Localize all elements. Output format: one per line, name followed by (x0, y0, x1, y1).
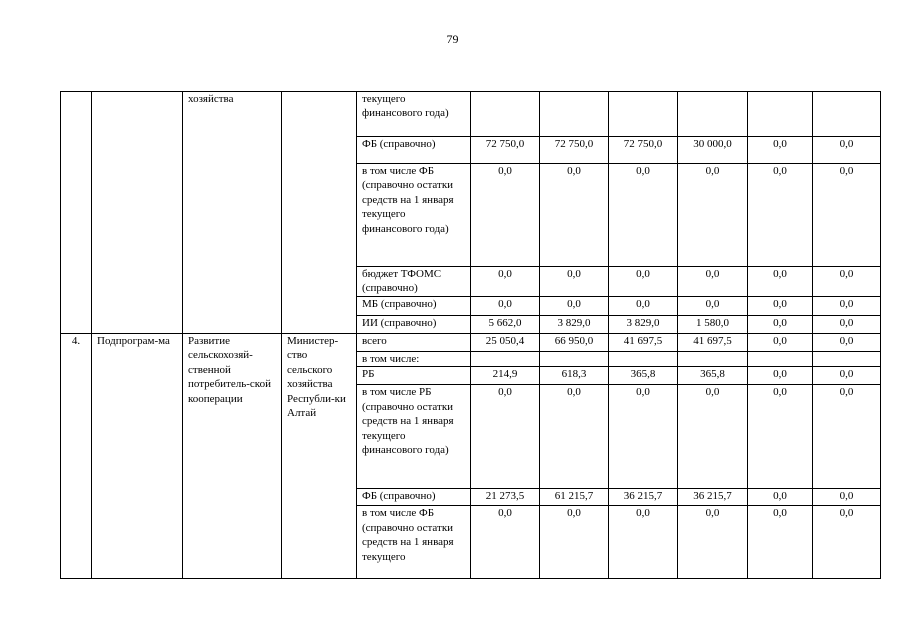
value-cell: 0,0 (609, 506, 678, 579)
value-cell: 0,0 (748, 367, 813, 385)
value-cell: 0,0 (813, 267, 881, 297)
source-cell: бюджет ТФОМС (справочно) (357, 267, 471, 297)
value-cell: 0,0 (748, 506, 813, 579)
value-cell: 0,0 (678, 385, 748, 489)
value-cell: 41 697,5 (609, 334, 678, 352)
value-cell: 3 829,0 (609, 316, 678, 334)
value-cell: 72 750,0 (540, 137, 609, 164)
value-cell (471, 92, 540, 137)
value-cell: 0,0 (813, 316, 881, 334)
source-cell: МБ (справочно) (357, 297, 471, 316)
value-cell: 0,0 (813, 297, 881, 316)
value-cell: 0,0 (748, 137, 813, 164)
source-cell: ФБ (справочно) (357, 489, 471, 506)
type-cell: Подпрограм-ма (92, 334, 183, 579)
value-cell: 0,0 (471, 267, 540, 297)
value-cell: 0,0 (748, 297, 813, 316)
value-cell: 0,0 (471, 385, 540, 489)
source-cell: в том числе ФБ (справочно остатки средств на 1 января текущего (357, 506, 471, 579)
value-cell (748, 92, 813, 137)
value-cell: 0,0 (748, 267, 813, 297)
source-cell: ФБ (справочно) (357, 137, 471, 164)
value-cell: 0,0 (748, 164, 813, 267)
value-cell: 0,0 (678, 267, 748, 297)
executor-cell (282, 92, 357, 334)
value-cell (678, 92, 748, 137)
value-cell: 0,0 (678, 164, 748, 267)
value-cell: 365,8 (609, 367, 678, 385)
value-cell: 0,0 (609, 385, 678, 489)
value-cell: 21 273,5 (471, 489, 540, 506)
source-cell: ИИ (справочно) (357, 316, 471, 334)
value-cell: 0,0 (748, 334, 813, 352)
value-cell: 365,8 (678, 367, 748, 385)
value-cell: 0,0 (471, 297, 540, 316)
value-cell: 0,0 (540, 267, 609, 297)
value-cell: 66 950,0 (540, 334, 609, 352)
table-body (61, 92, 881, 579)
executor-cell: Министер-ство сельского хозяйства Республи-ки Алтай (282, 334, 357, 579)
value-cell (471, 352, 540, 367)
budget-table (60, 91, 881, 579)
number-cell (61, 92, 92, 334)
value-cell: 1 580,0 (678, 316, 748, 334)
value-cell: 61 215,7 (540, 489, 609, 506)
value-cell: 0,0 (540, 164, 609, 267)
value-cell: 0,0 (540, 385, 609, 489)
name-cell: Развитие сельскохозяй-ственной потребитель-ской кооперации (183, 334, 282, 579)
value-cell: 0,0 (540, 506, 609, 579)
value-cell: 30 000,0 (678, 137, 748, 164)
type-cell (92, 92, 183, 334)
value-cell: 72 750,0 (609, 137, 678, 164)
value-cell: 0,0 (813, 385, 881, 489)
value-cell: 36 215,7 (678, 489, 748, 506)
source-cell: РБ (357, 367, 471, 385)
value-cell (609, 352, 678, 367)
page-number: 79 (446, 32, 459, 46)
value-cell: 41 697,5 (678, 334, 748, 352)
value-cell: 36 215,7 (609, 489, 678, 506)
value-cell: 3 829,0 (540, 316, 609, 334)
value-cell: 0,0 (813, 334, 881, 352)
value-cell: 0,0 (813, 367, 881, 385)
value-cell: 0,0 (609, 267, 678, 297)
name-cell: хозяйства (183, 92, 282, 334)
value-cell: 25 050,4 (471, 334, 540, 352)
value-cell: 0,0 (748, 489, 813, 506)
value-cell (609, 92, 678, 137)
value-cell: 618,3 (540, 367, 609, 385)
source-cell: всего (357, 334, 471, 352)
value-cell: 0,0 (609, 297, 678, 316)
source-cell: в том числе: (357, 352, 471, 367)
value-cell: 0,0 (813, 164, 881, 267)
value-cell: 0,0 (813, 489, 881, 506)
value-cell (540, 92, 609, 137)
table-row (61, 334, 881, 352)
value-cell (540, 352, 609, 367)
value-cell: 0,0 (748, 316, 813, 334)
table-row (61, 92, 881, 137)
value-cell: 0,0 (813, 137, 881, 164)
value-cell: 5 662,0 (471, 316, 540, 334)
value-cell: 0,0 (471, 164, 540, 267)
number-cell: 4. (61, 334, 92, 579)
value-cell: 72 750,0 (471, 137, 540, 164)
value-cell: 0,0 (748, 385, 813, 489)
source-cell: в том числе ФБ (справочно остатки средств на 1 января текущего финансового года) (357, 164, 471, 267)
source-cell: текущего финансового года) (357, 92, 471, 137)
value-cell (813, 92, 881, 137)
value-cell: 0,0 (609, 164, 678, 267)
value-cell: 0,0 (471, 506, 540, 579)
source-cell: в том числе РБ (справочно остатки средств на 1 января текущего финансового года) (357, 385, 471, 489)
value-cell: 0,0 (678, 506, 748, 579)
value-cell (748, 352, 813, 367)
value-cell (813, 352, 881, 367)
value-cell (678, 352, 748, 367)
value-cell: 0,0 (813, 506, 881, 579)
value-cell: 0,0 (678, 297, 748, 316)
value-cell: 0,0 (540, 297, 609, 316)
value-cell: 214,9 (471, 367, 540, 385)
